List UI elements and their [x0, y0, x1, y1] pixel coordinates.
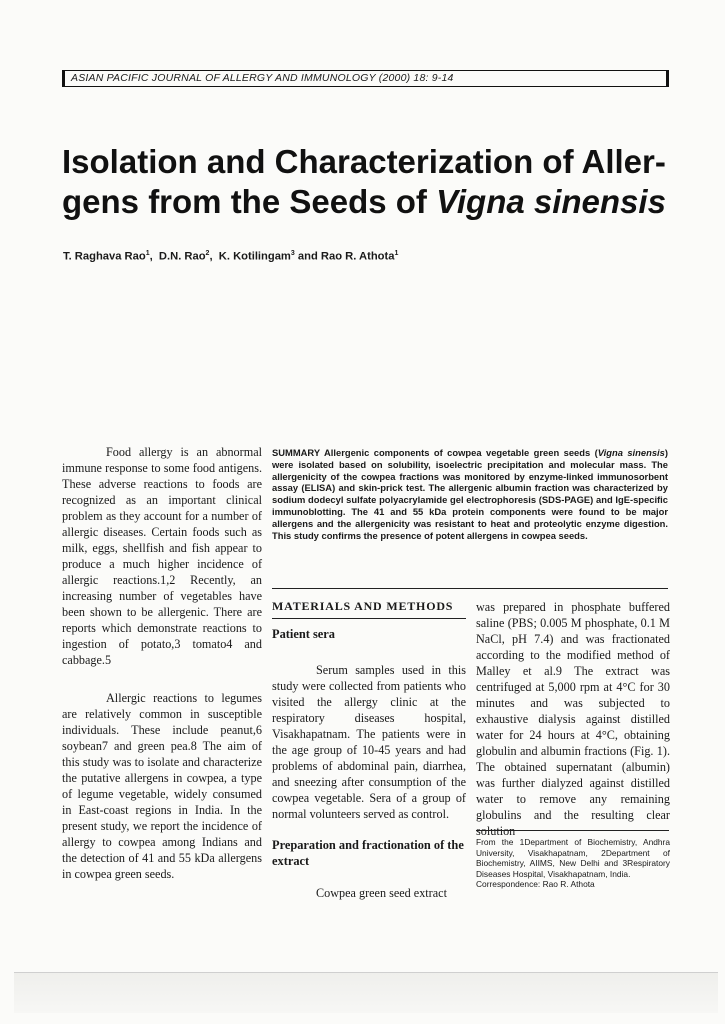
methods-paragraph: Serum samples used in this study were collected from patients who visited the allergy clinic at the respiratory diseases hospital, Visakhapatnam. The patients were in the age group of 10-45 years and had problems of abdominal pain, diarrhea, and sneezing after consumption of the cowpea vegetable. Sera of a group of normal volunteers served as control. — [272, 663, 466, 821]
journal-header: ASIAN PACIFIC JOURNAL OF ALLERGY AND IMMUNOLOGY (2000) 18: 9-14 — [71, 72, 454, 84]
title-species: Vigna sinensis — [436, 183, 666, 220]
author-name: K. Kotilingam — [218, 250, 291, 263]
author-list: T. Raghava Rao$^1$, D.N. Rao$^2$, K. Kotilingam$^3$ and Rao R. Athota$^1$ — [63, 250, 399, 263]
footnote-affiliations: From the 1Department of Biochemistry, Andhra University, Visakhapatnam, 2Department of Biochemistry, AIIMS, New Delhi and 3Respiratory Diseases Hospital, Visakhapatnam, India. — [476, 837, 670, 879]
journal-header-bar — [62, 70, 669, 87]
methods-column-continued — [476, 599, 670, 839]
author-name: T. Raghava Rao — [63, 250, 146, 263]
summary-species: Vigna sinensis — [597, 447, 665, 458]
subsection-heading: Preparation and fractionation of the extract — [272, 838, 464, 868]
footnote — [476, 837, 670, 890]
summary-text: ) were isolated based on solubility, isoelectric precipitation and molecular mass. The allergenicity of the cowpea fractions was monitored by enzyme-linked immunosorbent assay (ELISA) and skin-prick test. The allergenic albumin fraction was characterized by sodium dodecyl sulfate polyacrylamide gel electrophoresis (SDS-PAGE) and IgE-specific immunoblotting. The 41 and 55 kDa protein components were found to be major allergens and the allergenicity was resistant to heat and proteolytic enzyme digestion. This study confirms the presence of potent allergens in cowpea seeds. — [272, 447, 668, 541]
methods-paragraph: Cowpea green seed extract — [316, 886, 447, 900]
intro-paragraph: Food allergy is an abnormal immune response to some food antigens. These adverse reactions to foods are recognized as an important clinical problem as they account for a number of allergic diseases. Certain foods such as milk, eggs, shellfish and fish appear to produce a much higher incidence of allergic reactions.1,2 Recently, an increasing number of vegetables have been shown to be allergenic. There are reports which demonstrate reactions to ingestion of potato,3 tomato4 and cabbage.5 — [62, 445, 262, 667]
summary-text: Allergenic components of cowpea vegetable green seeds ( — [319, 447, 598, 458]
author-affiliation: 1 — [145, 250, 150, 257]
author-affiliation: 1 — [394, 250, 399, 257]
article-title — [62, 142, 682, 222]
author-name: D.N. Rao — [158, 250, 206, 263]
footnote-correspondence: Correspondence: Rao R. Athota — [476, 879, 595, 890]
scan-shading — [14, 973, 718, 1013]
subsection-heading: Patient sera — [272, 627, 335, 641]
section-divider — [272, 618, 466, 619]
author-affiliation: 2 — [205, 250, 210, 257]
intro-paragraph: Allergic reactions to legumes are relatively common in susceptible individuals. These include peanut,6 soybean7 and green pea.8 The aim of this study was to isolate and characterize the putative allergens in cowpea, a type of legume vegetable, widely consumed in East-coast regions in India. In the present study, we report the incidence of allergy to cowpea among Indians and the detection of 41 and 55 kDa allergens in cowpea green seeds. — [62, 691, 262, 881]
author-affiliation: 3 — [290, 250, 295, 257]
summary-divider — [272, 588, 668, 589]
footnote-divider — [476, 830, 669, 831]
summary-lead: SUMMARY — [272, 447, 320, 458]
methods-column — [272, 626, 466, 901]
introduction — [62, 444, 262, 882]
author-name: Rao R. Athota — [320, 250, 395, 263]
title-line-1: Isolation and Characterization of Aller- — [62, 143, 666, 180]
methods-paragraph: was prepared in phosphate buffered saline (PBS; 0.005 M phosphate, 0.1 M NaCl, pH 7.4) and was fractionated according to the modified method of Malley et al.9 The extract was centrifuged at 5,000 rpm at 4°C for 30 minutes and was subjected to exhaustive dialysis against distilled water for 24 hours at 4°C, obtaining globulin and albumin fractions (Fig. 1). The obtained supernatant (albumin) was further dialyzed against distilled water to remove any remaining globulins and the resulting clear solution — [476, 600, 670, 838]
section-heading: MATERIALS AND METHODS — [272, 599, 454, 613]
summary-abstract — [272, 447, 668, 541]
title-line-2: gens from the Seeds of — [62, 183, 437, 220]
